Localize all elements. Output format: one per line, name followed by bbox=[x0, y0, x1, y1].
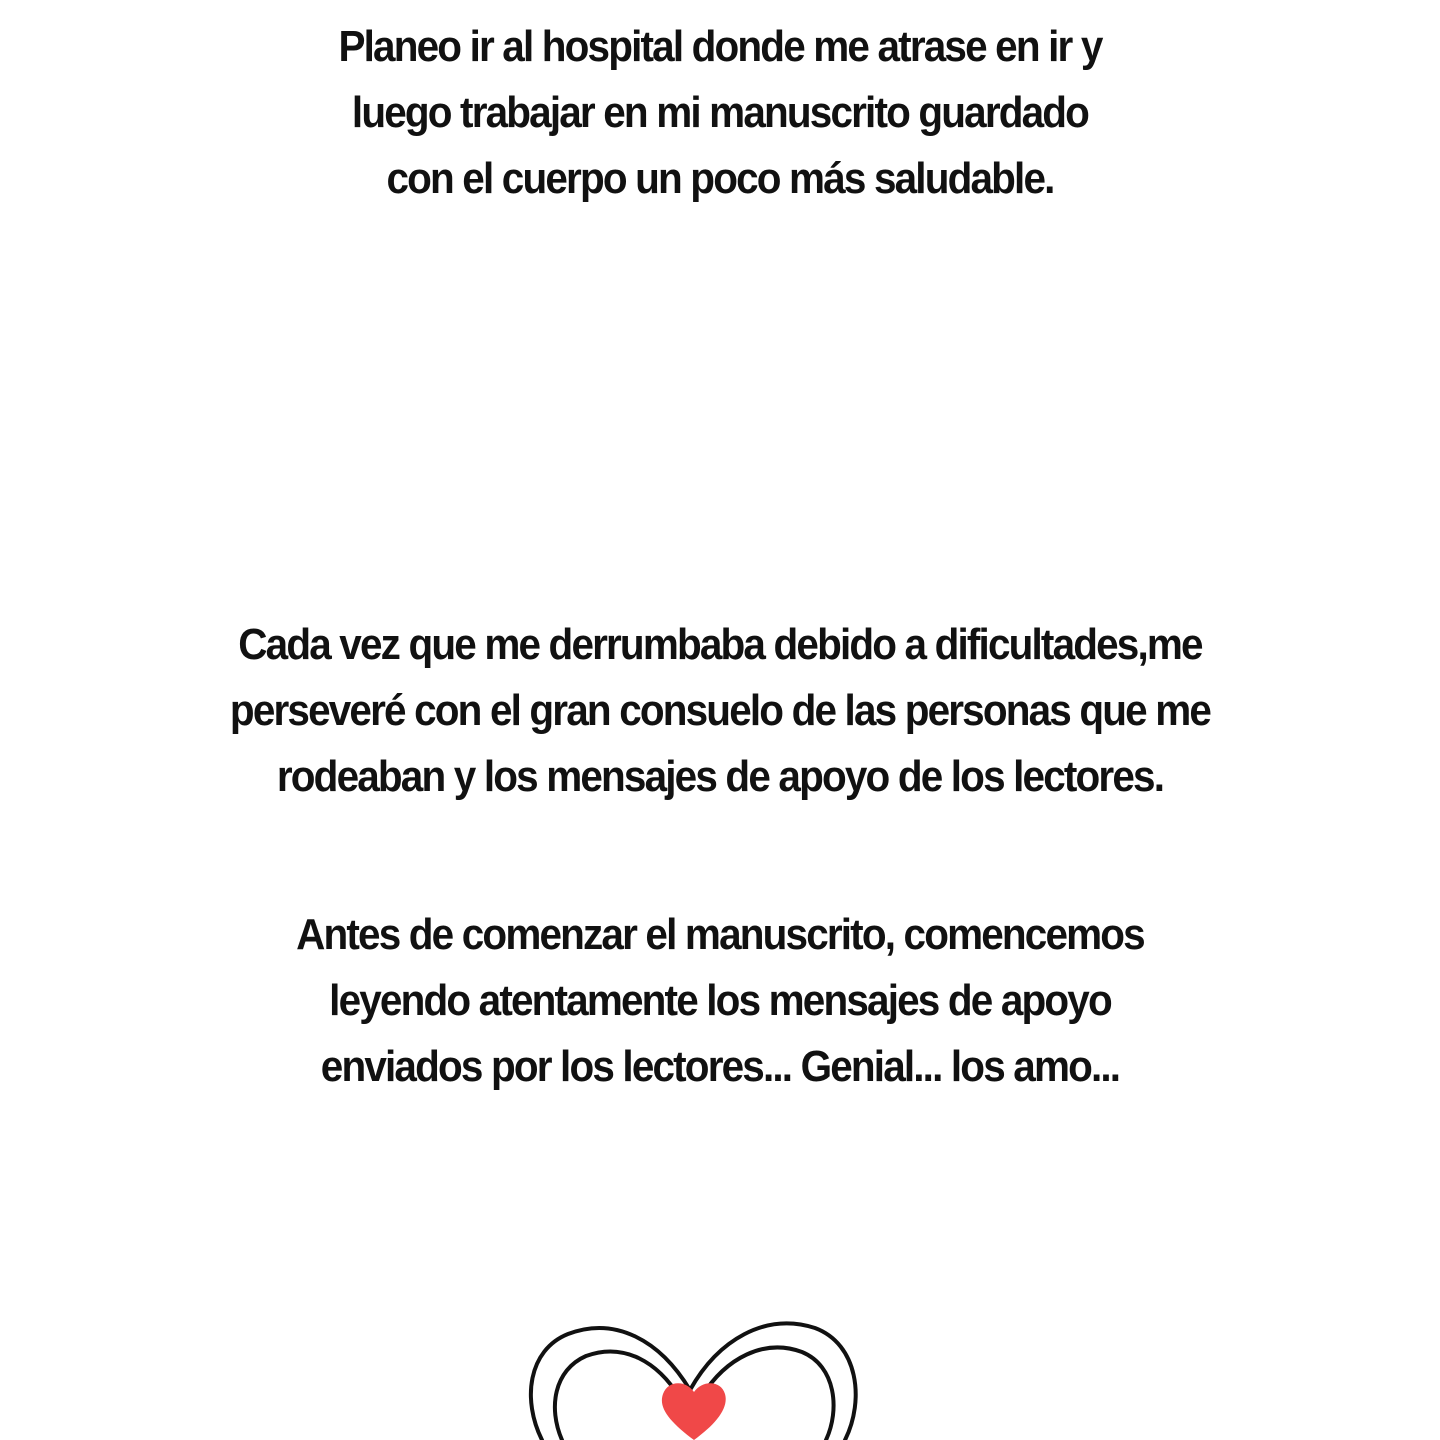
message-paragraph-3 bbox=[58, 902, 1383, 1100]
paragraph-line: Antes de comenzar el manuscrito, comencemos bbox=[296, 910, 1144, 959]
paragraph-line: Cada vez que me derrumbaba debido a dificultades,me bbox=[238, 620, 1202, 669]
paragraph-line: rodeaban y los mensajes de apoyo de los lectores. bbox=[276, 752, 1164, 801]
heart-icon bbox=[662, 1383, 726, 1440]
paragraph-line: leyendo atentamente los mensajes de apoyo bbox=[329, 976, 1111, 1025]
paragraph-line: perseveré con el gran consuelo de las personas que me bbox=[229, 686, 1211, 735]
message-paragraph-1 bbox=[58, 14, 1383, 212]
message-paragraph-2 bbox=[58, 612, 1383, 810]
paragraph-line: enviados por los lectores... Genial... los amo... bbox=[320, 1042, 1120, 1091]
paragraph-line: Planeo ir al hospital donde me atrase en ir y bbox=[338, 22, 1102, 71]
heart-illustration bbox=[520, 1310, 865, 1440]
paragraph-line: luego trabajar en mi manuscrito guardado bbox=[351, 88, 1089, 137]
paragraph-line: con el cuerpo un poco más saludable. bbox=[386, 154, 1054, 203]
